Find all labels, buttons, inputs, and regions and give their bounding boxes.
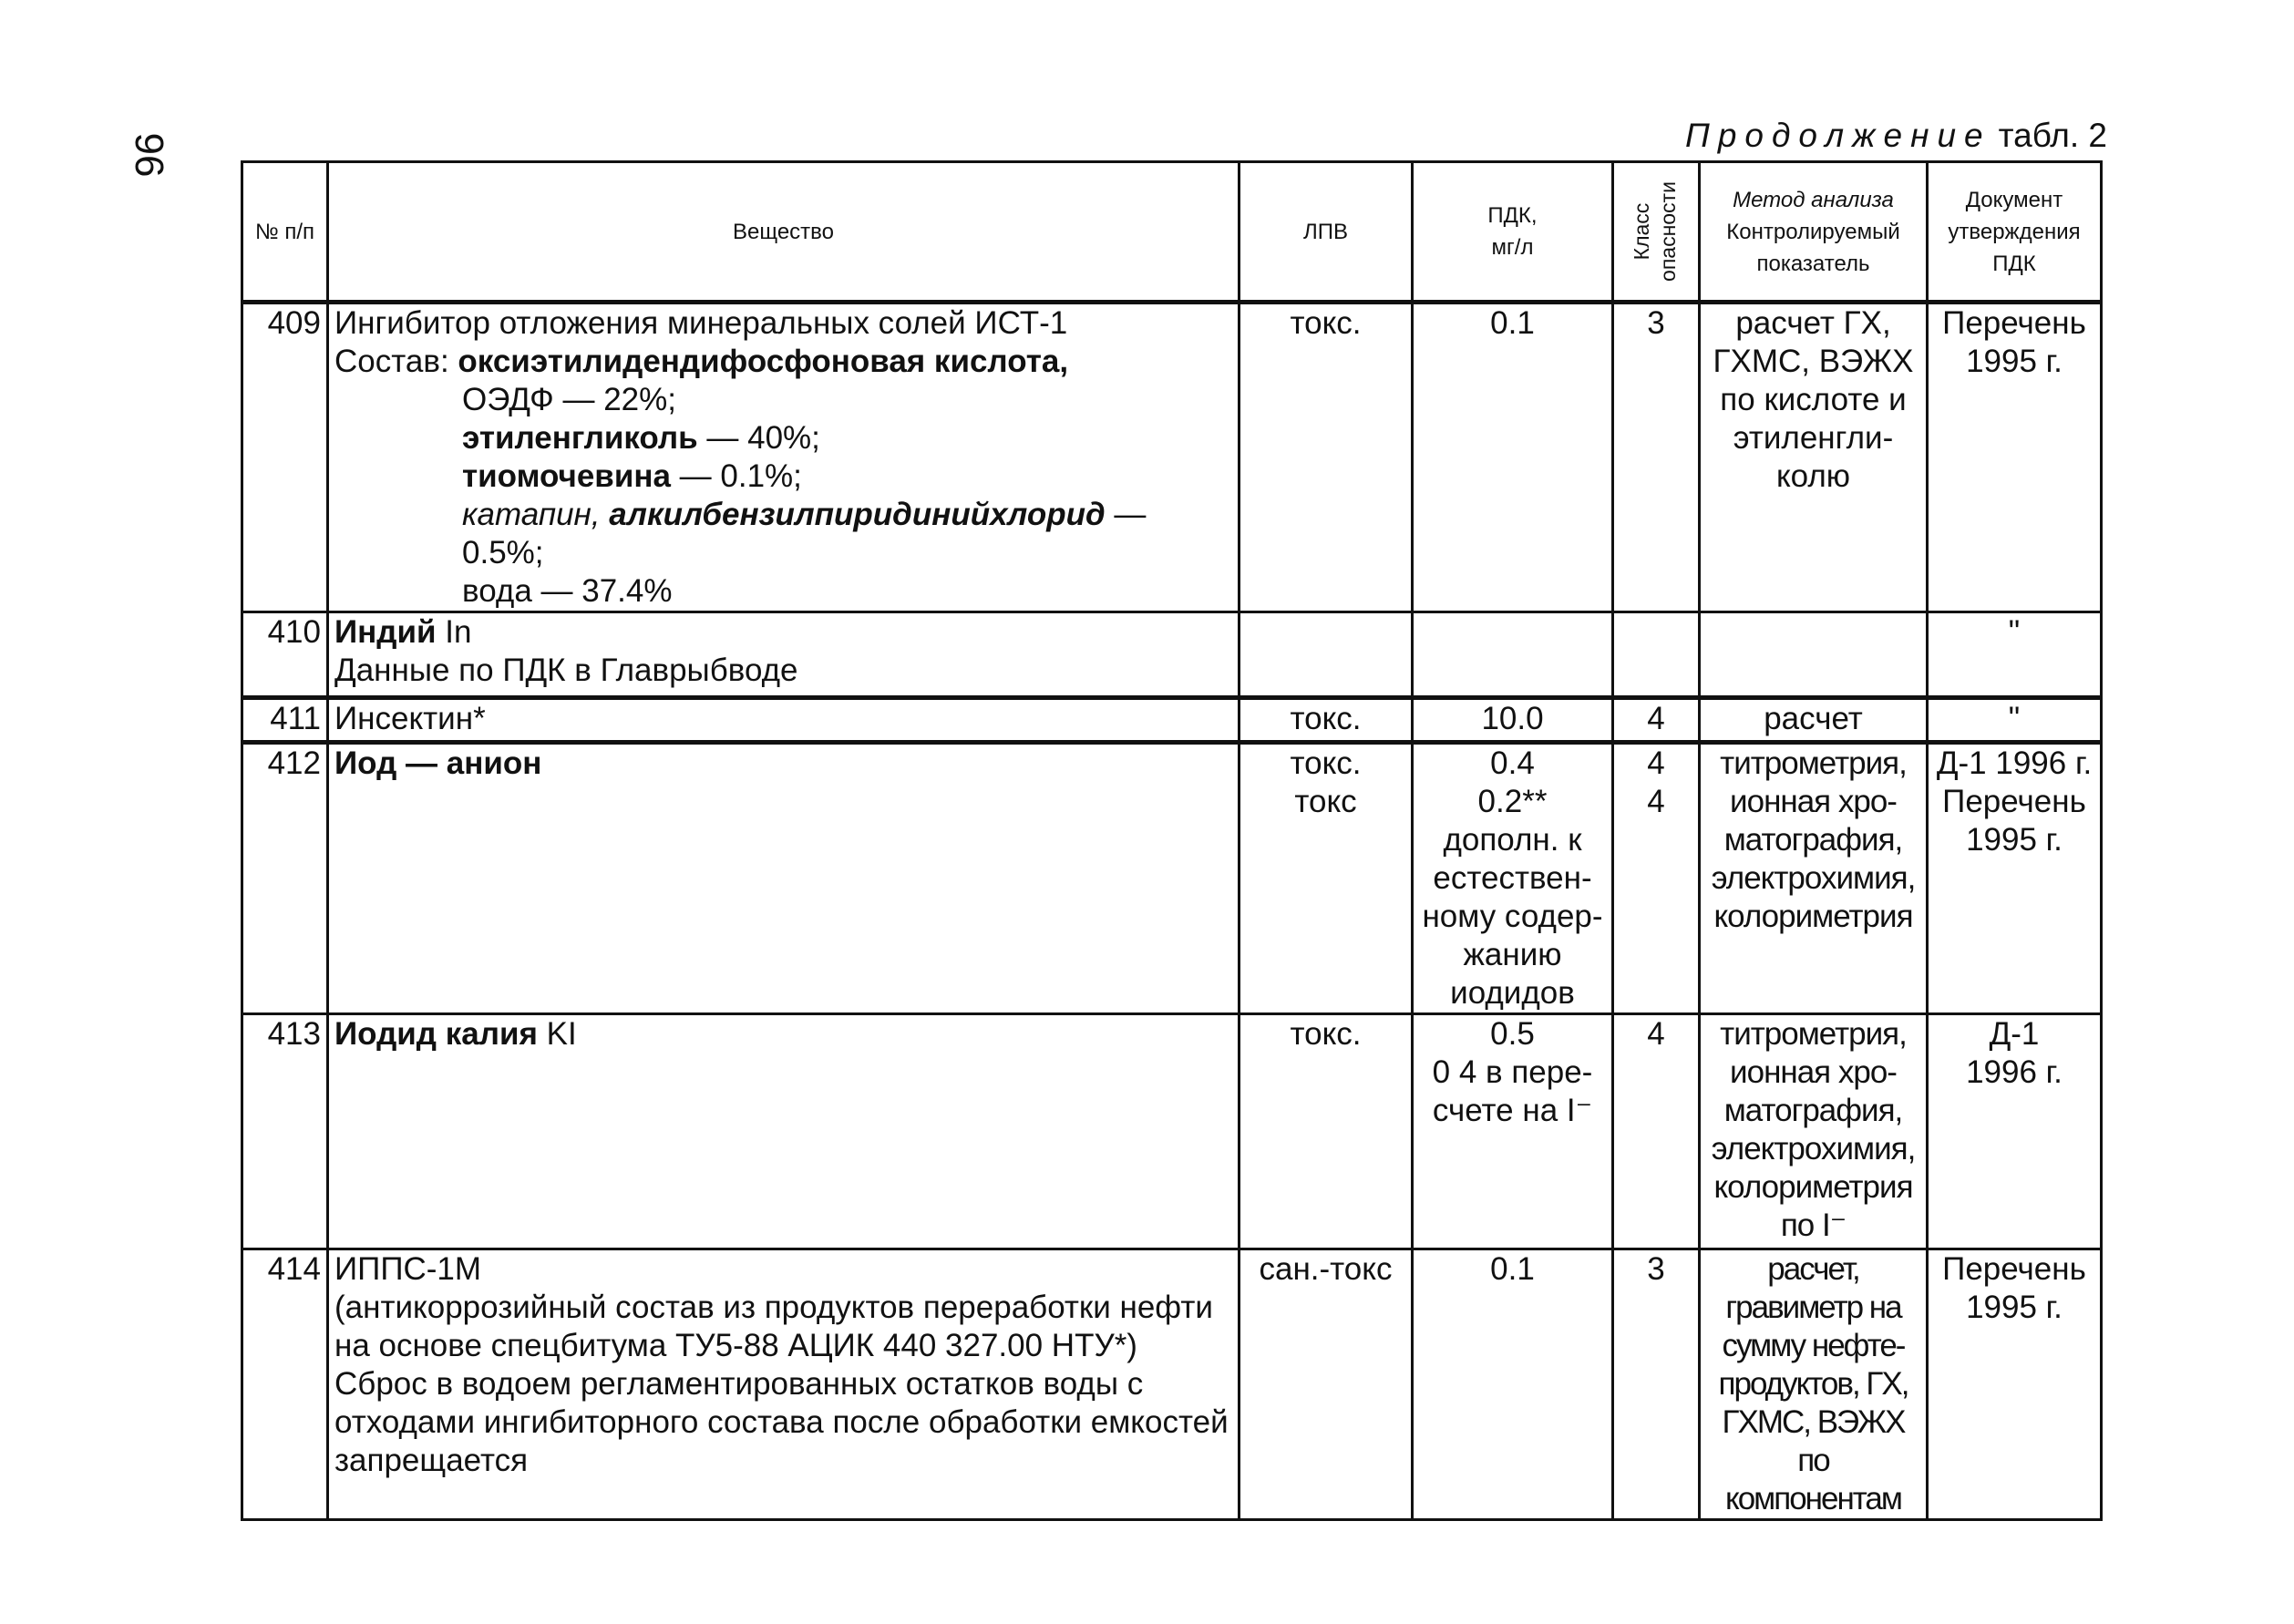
substance-title: Ингибитор отложения минеральных солей ИСТ-1	[334, 305, 1068, 341]
pdk-line: 0.4	[1490, 745, 1535, 781]
method-line: ионная хро-	[1730, 784, 1897, 819]
row-pdk: 0.1	[1413, 303, 1613, 612]
row-hazard: 4	[1613, 1014, 1700, 1249]
header-document-line: ПДК	[1992, 251, 2036, 276]
method-line: ГХМС, ВЭЖХ	[1722, 1404, 1905, 1440]
method-line: по I⁻	[1780, 1208, 1847, 1243]
continuation-word: Продолжение	[1685, 117, 1991, 154]
row-pdk	[1413, 612, 1613, 698]
pdk-line: дополн. к	[1443, 822, 1582, 858]
document-line: Перечень	[1942, 1251, 2086, 1287]
row-hazard	[1613, 612, 1700, 698]
row-substance	[328, 743, 1240, 1014]
header-hazard-line: опасности	[1656, 181, 1680, 282]
row-substance	[328, 1014, 1240, 1249]
document-line: 1996 г.	[1966, 1054, 2063, 1090]
component-share: — 0.5%;	[462, 497, 1147, 570]
component-name: оксиэтилидендифосфоновая кислота,	[458, 344, 1069, 379]
header-pdk	[1413, 162, 1613, 303]
component-share: — 0.1%;	[670, 458, 802, 494]
header-lpv: ЛПВ	[1240, 162, 1413, 303]
document-line: 1995 г.	[1966, 822, 2063, 858]
continuation-table-ref: табл. 2	[1998, 117, 2107, 154]
pdk-line: 0.5	[1490, 1016, 1535, 1052]
substance-formula: In	[436, 614, 472, 650]
row-hazard: 3	[1613, 303, 1700, 612]
method-line: титрометрия,	[1720, 745, 1907, 781]
pdk-line: 0.2**	[1477, 784, 1548, 819]
composition-line: ОЭДФ — 22%;	[462, 382, 676, 417]
method-line: по кислоте и	[1720, 382, 1907, 417]
row-num: 411	[242, 698, 328, 743]
method-line: колориметрия	[1713, 899, 1913, 934]
lpv-line: токс	[1294, 784, 1357, 819]
header-substance: Вещество	[328, 162, 1240, 303]
row-hazard: 3	[1613, 1249, 1700, 1520]
method-line: колориметрия	[1713, 1169, 1913, 1205]
table-row	[242, 1014, 2102, 1249]
table-row	[242, 698, 2102, 743]
component-name: алкилбензилпиридинийхлорид	[609, 497, 1106, 532]
method-line: колю	[1775, 458, 1851, 494]
row-document	[1928, 743, 2102, 1014]
document-line: 1995 г.	[1966, 1290, 2063, 1325]
substance-table	[241, 160, 2103, 1521]
method-line: гравиметр на	[1725, 1290, 1901, 1325]
header-method-line: показатель	[1756, 251, 1870, 276]
document-line: Д-1	[1989, 1016, 2040, 1052]
header-pdk-line: мг/л	[1491, 235, 1534, 260]
composition-line	[334, 457, 1232, 496]
row-num: 410	[242, 612, 328, 698]
method-line: по компонентам	[1725, 1443, 1901, 1516]
method-line: этиленгли-	[1733, 420, 1894, 456]
document-line: Д-1 1996 г.	[1936, 745, 2093, 781]
document-line: 1995 г.	[1966, 344, 2063, 379]
row-lpv: токс.	[1240, 303, 1413, 612]
row-hazard	[1613, 743, 1700, 1014]
row-document	[1928, 1014, 2102, 1249]
method-line: расчет ГХ,	[1735, 305, 1891, 341]
row-substance	[328, 698, 1240, 743]
method-line: электрохимия,	[1711, 1131, 1916, 1167]
table-row	[242, 303, 2102, 612]
composition-line	[334, 343, 1232, 381]
row-hazard: 4	[1613, 698, 1700, 743]
composition-line	[334, 496, 1232, 572]
method-line: ионная хро-	[1730, 1054, 1897, 1090]
table-row	[242, 612, 2102, 698]
header-method-line: Метод анализа	[1733, 187, 1894, 212]
substance-description: (антикоррозийный состав из продуктов переработки нефти	[334, 1290, 1213, 1325]
method-line: титрометрия,	[1720, 1016, 1907, 1052]
row-substance	[328, 1249, 1240, 1520]
header-document-line: утверждения	[1948, 219, 2081, 244]
row-pdk: 0.1	[1413, 1249, 1613, 1520]
row-substance	[328, 612, 1240, 698]
table-continuation-label	[1685, 117, 2107, 155]
row-document: "	[1928, 698, 2102, 743]
substance-note: Данные по ПДК в Главрыбводе	[334, 653, 798, 688]
document-line: Перечень	[1942, 305, 2086, 341]
substance-name: Иодид калия	[334, 1016, 538, 1052]
page-number: 96	[127, 132, 171, 178]
hazard-line: 4	[1647, 784, 1665, 819]
substance-formula: KI	[537, 1016, 577, 1052]
header-method	[1700, 162, 1928, 303]
header-row	[242, 162, 2102, 303]
component-name: этиленгликоль	[462, 420, 698, 456]
row-lpv: сан.-токс	[1240, 1249, 1413, 1520]
pdk-line: естествен-	[1433, 860, 1592, 896]
row-method	[1700, 743, 1928, 1014]
composition-line	[334, 419, 1232, 457]
header-method-line: Контролируемый	[1726, 219, 1900, 244]
header-document	[1928, 162, 2102, 303]
row-lpv	[1240, 612, 1413, 698]
row-method	[1700, 612, 1928, 698]
pdk-line: счете на I⁻	[1432, 1093, 1593, 1128]
substance-description: отходами ингибиторного состава после обработки емкостей	[334, 1404, 1229, 1440]
row-method: расчет	[1700, 698, 1928, 743]
substance-title	[334, 613, 1232, 652]
row-method	[1700, 1249, 1928, 1520]
table-row	[242, 743, 2102, 1014]
method-line: расчет,	[1767, 1251, 1859, 1287]
method-line: матография,	[1723, 1093, 1903, 1128]
substance-title: Иод — анион	[334, 745, 542, 781]
substance-name: Индий	[334, 614, 437, 650]
substance-description: на основе спецбитума ТУ5-88 АЦИК 440 327.00 НТУ*)	[334, 1328, 1137, 1363]
header-pdk-line: ПДК,	[1487, 203, 1538, 228]
row-pdk: 10.0	[1413, 698, 1613, 743]
method-line: матография,	[1723, 822, 1903, 858]
row-lpv: токс.	[1240, 1014, 1413, 1249]
component-name: тиомочевина	[462, 458, 671, 494]
row-lpv	[1240, 743, 1413, 1014]
hazard-line: 4	[1647, 745, 1665, 781]
method-line: сумму нефте-	[1722, 1328, 1905, 1363]
document-line: Перечень	[1942, 784, 2086, 819]
row-num: 412	[242, 743, 328, 1014]
header-document-line: Документ	[1965, 187, 2063, 212]
row-num: 409	[242, 303, 328, 612]
substance-title: ИППС-1М	[334, 1251, 482, 1287]
substance-title	[334, 1015, 1232, 1054]
substance-description: Сброс в водоем регламентированных остатков воды с	[334, 1366, 1144, 1402]
lpv-line: токс.	[1290, 745, 1362, 781]
pdk-line: иодидов	[1450, 975, 1575, 1011]
substance-description: запрещается	[334, 1443, 529, 1478]
row-num: 413	[242, 1014, 328, 1249]
row-pdk	[1413, 1014, 1613, 1249]
header-num: № п/п	[242, 162, 328, 303]
header-hazard-line: Класс	[1630, 202, 1653, 261]
composition-line: вода — 37.4%	[462, 573, 673, 609]
pdk-line: ному содер-	[1422, 899, 1603, 934]
pdk-line: жанию	[1463, 937, 1562, 972]
pdk-line: 0 4 в пере-	[1432, 1054, 1593, 1090]
substance-title: Инсектин*	[334, 701, 486, 736]
component-name: катапин,	[462, 497, 601, 532]
row-document: "	[1928, 612, 2102, 698]
row-document	[1928, 1249, 2102, 1520]
table-row	[242, 1249, 2102, 1520]
composition-label: Состав:	[334, 344, 449, 379]
row-method	[1700, 1014, 1928, 1249]
row-num: 414	[242, 1249, 328, 1520]
row-substance	[328, 303, 1240, 612]
method-line: ГХМС, ВЭЖХ	[1713, 344, 1914, 379]
header-hazard	[1613, 162, 1700, 303]
row-lpv: токс.	[1240, 698, 1413, 743]
method-line: продуктов, ГХ,	[1718, 1366, 1908, 1402]
row-method	[1700, 303, 1928, 612]
component-share: — 40%;	[697, 420, 820, 456]
row-document	[1928, 303, 2102, 612]
row-pdk	[1413, 743, 1613, 1014]
method-line: электрохимия,	[1711, 860, 1916, 896]
